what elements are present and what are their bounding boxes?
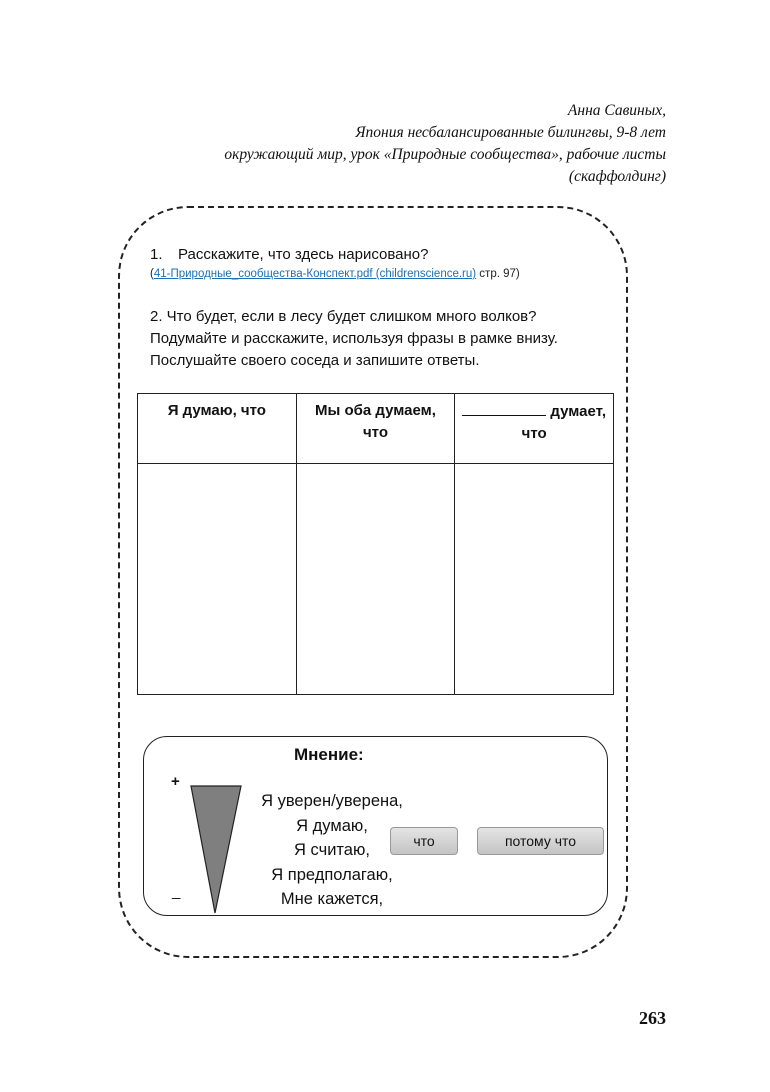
question-2-line: Послушайте своего соседа и запишите ответы.	[150, 352, 480, 369]
source-link[interactable]: 41-Природные_сообщества-Конспект.pdf (childrenscience.ru)	[153, 268, 477, 280]
answer-cell-we-both-think[interactable]	[296, 464, 455, 695]
column-header-we-both-think: Мы оба думаем, что	[296, 394, 455, 464]
certainty-triangle-icon	[190, 785, 242, 915]
opinion-title: Мнение:	[294, 745, 364, 764]
name-blank	[462, 400, 546, 416]
header-line: (скаффолдинг)	[568, 168, 666, 185]
header-line: окружающий мир, урок «Природные сообщества», рабочие листы	[224, 146, 666, 163]
question-1-text: Расскажите, что здесь нарисовано?	[178, 246, 429, 263]
question-2-line: 2. Что будет, если в лесу будет слишком много волков?	[150, 308, 537, 325]
paren-open: (	[150, 268, 154, 280]
header-line: Анна Савиных,	[567, 102, 666, 119]
phrase: Я уверен/уверена,	[261, 792, 403, 810]
page-reference: стр. 97)	[476, 268, 520, 280]
phrase: Я предполагаю,	[271, 865, 393, 884]
opinion-box	[143, 736, 608, 916]
answer-cell-neighbor-thinks[interactable]	[455, 464, 614, 695]
potomu-chto-button: потому что	[477, 827, 604, 855]
minus-sign: _	[172, 883, 181, 900]
question-2	[150, 306, 620, 372]
column-header-neighbor-thinks: думает, что	[455, 394, 614, 464]
author-header	[106, 100, 666, 188]
question-1-number: 1.	[150, 246, 163, 263]
source-reference	[150, 268, 520, 280]
question-1	[150, 246, 429, 263]
phrase: Я считаю,	[294, 841, 370, 859]
answer-cell-i-think[interactable]	[138, 464, 297, 695]
phrase: Мне кажется,	[280, 890, 384, 908]
page-number: 263	[639, 1008, 666, 1028]
question-2-line: Подумайте и расскажите, используя фразы в рамке внизу.	[150, 330, 558, 347]
answer-table	[137, 393, 614, 695]
column-header-i-think: Я думаю, что	[138, 394, 297, 464]
plus-sign: +	[171, 773, 180, 790]
chto-button: что	[390, 827, 458, 855]
phrase: Я думаю,	[296, 816, 368, 835]
header-line: Япония несбалансированные билингвы, 9-8 лет	[355, 124, 666, 141]
